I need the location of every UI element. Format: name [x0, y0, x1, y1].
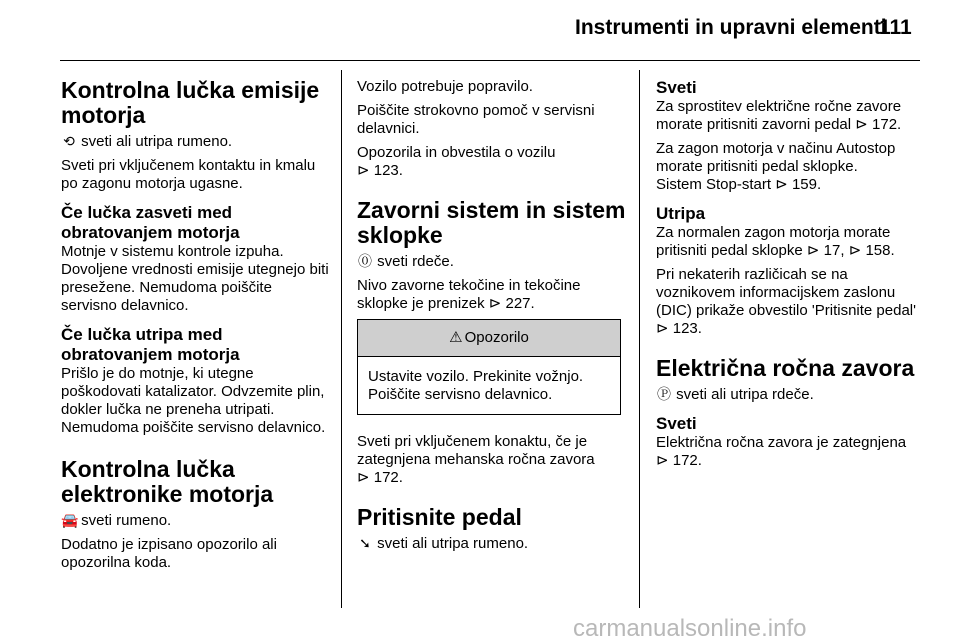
paragraph: Sistem Stop-start ⊳ 159.: [656, 176, 822, 193]
paragraph: Za zagon motorja v načinu Autostop morate pritisniti pedal sklopke.: [656, 140, 896, 175]
paragraph: Za normalen zagon motorja morate pritisniti pedal sklopke ⊳ 17, ⊳ 158.: [656, 224, 895, 259]
page-reference[interactable]: 227.: [505, 295, 535, 312]
watermark: carmanualsonline.info: [573, 615, 807, 642]
section-heading: Električna ročna zavora: [656, 355, 915, 381]
page-ref-arrow-icon: ⊳: [855, 116, 868, 133]
subheading: Če lučka utripa med obratovanjem motorja: [61, 325, 240, 364]
paragraph: Električna ročna zavora je zategnjena ⊳ 172.: [656, 434, 907, 469]
column-divider: [639, 70, 640, 608]
warning-box: [357, 319, 621, 415]
subheading: Sveti: [656, 414, 697, 433]
warning-header: ⚠ Opozorilo: [358, 320, 620, 357]
page-ref-arrow-icon: ⊳: [656, 320, 669, 337]
warning-text: Ustavite vozilo. Prekinite vožnjo. Poiščite servisno delavnico.: [368, 368, 584, 403]
column-2: [357, 78, 627, 559]
paragraph: ⟲ sveti ali utripa rumeno.: [61, 132, 331, 151]
page-reference[interactable]: 158.: [865, 242, 895, 259]
paragraph: 🚘 sveti rumeno.: [61, 512, 172, 529]
paragraph: Za sprostitev električne ročne zavore morate pritisniti zavorni pedal ⊳ 172.: [656, 98, 902, 133]
page-ref-arrow-icon: ⊳: [357, 162, 370, 179]
paragraph: ⓪ sveti rdeče.: [358, 253, 454, 270]
page-reference[interactable]: 123.: [672, 320, 702, 337]
section-heading: Zavorni sistem in sistem sklopke: [357, 197, 626, 248]
paragraph: Sveti pri vključenem konaktu, če je zategnjena mehanska ročna zavora ⊳ 172.: [357, 433, 595, 486]
paragraph: Nivo zavorne tekočine in tekočine sklopke je prenizek ⊳ 227.: [357, 277, 581, 312]
paragraph: Dodatno je izpisano opozorilo ali opozorilna koda.: [61, 536, 277, 571]
warning-triangle-icon: ⚠: [449, 329, 463, 346]
page-ref-arrow-icon: ⊳: [775, 176, 788, 193]
subheading: Utripa: [656, 204, 706, 223]
column-3: [656, 78, 928, 476]
brake-icon: ⓪: [358, 253, 372, 269]
column-divider: [341, 70, 342, 608]
section-heading: Kontrolna lučka elektronike motorja: [61, 456, 274, 507]
page-number: 111: [879, 16, 912, 39]
engine-check-icon: ⟲: [63, 133, 75, 149]
car-wrench-icon: 🚘: [61, 512, 79, 528]
page-reference[interactable]: 17,: [823, 242, 845, 259]
paragraph: Sveti pri vključenem kontaktu in kmalu po zagonu motorja ugasne.: [61, 157, 316, 192]
page-reference[interactable]: 172.: [373, 469, 403, 486]
page-ref-arrow-icon: ⊳: [357, 469, 370, 486]
header-divider: [60, 60, 920, 61]
section-heading: Pritisnite pedal: [357, 504, 522, 530]
paragraph: Poiščite strokovno pomoč v servisni delavnici.: [357, 102, 595, 137]
foot-pedal-icon: ➘: [359, 535, 371, 551]
page-ref-arrow-icon: ⊳: [806, 242, 820, 259]
page-reference[interactable]: 172.: [872, 116, 902, 133]
page-ref-arrow-icon: ⊳: [656, 452, 669, 469]
page-reference[interactable]: 159.: [791, 176, 822, 193]
paragraph: Prišlo je do motnje, ki utegne poškodovati katalizator. Odvzemite plin, dokler lučka ne preneha utripati. Nemudoma poiščite servisno delavnico.: [61, 365, 326, 436]
column-1: [61, 78, 331, 578]
parking-brake-icon: Ⓟ: [657, 386, 671, 402]
subheading: Sveti: [656, 78, 697, 97]
page-header-title: Instrumenti in upravni elementi: [575, 16, 887, 39]
paragraph: Opozorila in obvestila o vozilu ⊳ 123.: [357, 144, 556, 179]
section-heading: Kontrolna lučka emisije motorja: [61, 77, 320, 128]
paragraph: Vozilo potrebuje popravilo.: [357, 78, 533, 95]
page-ref-arrow-icon: ⊳: [848, 242, 862, 259]
subheading: Če lučka zasveti med obratovanjem motorja: [61, 203, 240, 242]
paragraph: ➘ sveti ali utripa rumeno.: [357, 534, 627, 553]
paragraph: Ⓟ sveti ali utripa rdeče.: [657, 386, 814, 403]
page-reference[interactable]: 172.: [672, 452, 702, 469]
paragraph: Pri nekaterih različicah se na voznikovem informacijskem zaslonu (DIC) prikaže obvestilo 'Pritisnite pedal' ⊳ 123.: [656, 266, 916, 337]
paragraph: Motnje v sistemu kontrole izpuha. Dovoljene vrednosti emisije utegnejo biti presežene. Nemudoma poiščite servisno delavnico.: [61, 243, 329, 314]
page-reference[interactable]: 123.: [373, 162, 403, 179]
page-ref-arrow-icon: ⊳: [488, 295, 502, 312]
